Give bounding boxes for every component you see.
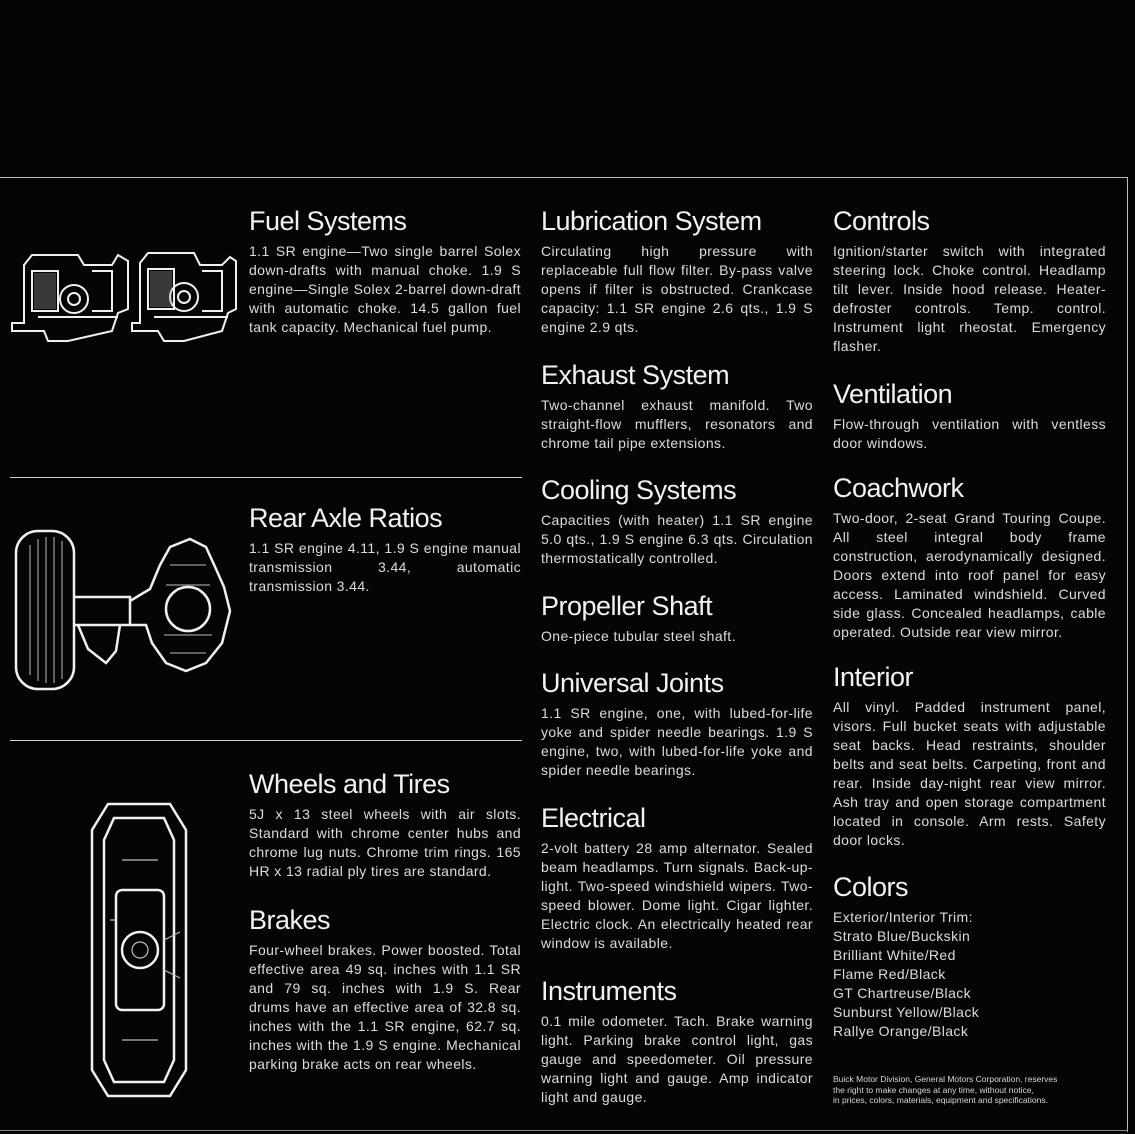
text-rear-axle-ratios: 1.1 SR engine 4.11, 1.9 S engine manual transmission 3.44, automatic transmission 3.44. [249,540,521,594]
heading-interior: Interior [833,662,914,692]
list-item: Rallye Orange/Black [833,1023,969,1039]
list-item: Brilliant White/Red [833,947,956,963]
list-item: Flame Red/Black [833,966,946,982]
section-ventilation [833,379,1106,453]
section-rear-axle-ratios [249,503,521,596]
heading-exhaust-system: Exhaust System [541,360,730,390]
text-instruments: 0.1 mile odometer. Tach. Brake warning light. Parking brake control light, gas gauge and speedometer. Oil pressure warning light and gauge. Amp indicator light and gauge. [541,1013,813,1105]
text-universal-joints: 1.1 SR engine, one, with lubed-for-life yoke and spider needle bearings. 1.9 S engine, two, with lubed-for-life yoke and spider needle bearings. [541,705,813,778]
frame-right-border [1127,177,1128,1132]
heading-ventilation: Ventilation [833,379,953,409]
list-item: Strato Blue/Buckskin [833,928,971,944]
section-coachwork [833,473,1106,642]
heading-instruments: Instruments [541,976,677,1006]
heading-fuel-systems: Fuel Systems [249,206,407,236]
heading-electrical: Electrical [541,803,646,833]
section-electrical [541,803,813,953]
text-ventilation: Flow-through ventilation with ventless door windows. [833,416,1106,451]
wheel-brake-icon [88,800,190,1100]
section-instruments [541,976,813,1107]
frame-bottom-border [0,1130,1128,1131]
heading-wheels-and-tires: Wheels and Tires [249,769,450,799]
disclaimer-line: the right to make changes at any time, without notice, [833,1084,1034,1095]
heading-propeller-shaft: Propeller Shaft [541,591,713,621]
section-colors [833,872,1106,1041]
list-item: Sunburst Yellow/Black [833,1004,980,1020]
section-fuel-systems [249,206,521,337]
divider-upper [10,477,522,478]
section-exhaust-system [541,360,813,453]
heading-cooling-systems: Cooling Systems [541,475,737,505]
disclaimer [833,1074,1113,1106]
text-interior: All vinyl. Padded instrument panel, visors. Full bucket seats with adjustable seat backs. Head restraints, shoulder belts and seat belts. Carpeting, front and rear. Inside day-night rear view mirror. Ash tray and open storage compartment located in console. Arm rests. Safety door locks. [833,699,1106,848]
section-wheels-and-tires [249,769,521,881]
section-brakes [249,905,521,1074]
section-propeller-shaft [541,591,813,646]
section-universal-joints [541,668,813,780]
heading-brakes: Brakes [249,905,331,935]
section-cooling-systems [541,475,813,568]
text-cooling-systems: Capacities (with heater) 1.1 SR engine 5.0 qts., 1.9 S engine 6.3 qts. Circulation thermostatically controlled. [541,512,813,566]
disclaimer-line: Buick Motor Division, General Motors Corporation, reserves [833,1074,1058,1084]
text-lubrication-system: Circulating high pressure with replaceable full flow filter. By-pass valve opens if filter is obstructed. Crankcase capacity: 1.1 SR engine 2.6 qts., 1.9 S engine 2.9 qts. [541,243,813,335]
colors-list [833,908,1106,1041]
list-item: Exterior/Interior Trim: [833,909,973,925]
section-controls [833,206,1106,356]
text-electrical: 2-volt battery 28 amp alternator. Sealed beam headlamps. Turn signals. Back-up-light. Two-speed windshield wipers. Two-speed blower. Dome light. Cigar lighter. Electric clock. An electrically heated rear window is available. [541,840,813,951]
heading-lubrication-system: Lubrication System [541,206,762,236]
text-exhaust-system: Two-channel exhaust manifold. Two straight-flow mufflers, resonators and chrome tail pipe extensions. [541,397,813,451]
text-brakes: Four-wheel brakes. Power boosted. Total effective area 49 sq. inches with 1.1 SR and 79 sq. inches with 1.9 S. Rear drums have an effective area of 32.8 sq. inches with the 1.1 SR engine, 62.7 sq. inches with the 1.9 S engine. Mechanical parking brake acts on rear wheels. [249,942,521,1072]
text-wheels-and-tires: 5J x 13 steel wheels with air slots. Standard with chrome center hubs and chrome lug nuts. Chrome trim rings. 165 HR x 13 radial ply tires are standard. [249,806,521,879]
text-coachwork: Two-door, 2-seat Grand Touring Coupe. All steel integral body frame construction, aerodynamically designed. Doors extend into roof panel for easy access. Laminated windshield. Curved side glass. Concealed headlamps, cable operated. Outside rear view mirror. [833,510,1106,640]
disclaimer-line: in prices, colors, materials, equipment and specifications. [833,1095,1048,1105]
text-controls: Ignition/starter switch with integrated steering lock. Choke control. Headlamp tilt lever. Inside hood release. Heater-defroster controls. Temp. control. Instrument light rheostat. Emergency flasher. [833,243,1106,354]
text-propeller-shaft: One-piece tubular steel shaft. [541,628,736,644]
heading-colors: Colors [833,872,909,902]
divider-lower [10,740,522,741]
heading-rear-axle-ratios: Rear Axle Ratios [249,503,443,533]
rear-axle-icon [10,525,242,695]
heading-coachwork: Coachwork [833,473,964,503]
heading-universal-joints: Universal Joints [541,668,724,698]
frame-top-border [0,177,1128,178]
list-item: GT Chartreuse/Black [833,985,972,1001]
section-lubrication-system [541,206,813,337]
heading-controls: Controls [833,206,930,236]
text-fuel-systems: 1.1 SR engine—Two single barrel Solex down-drafts with manual choke. 1.9 S engine—Single Solex 2-barrel down-draft with automatic choke. 14.5 gallon fuel tank capacity. Mechanical fuel pump. [249,243,521,335]
carburetor-icon [8,247,240,357]
section-interior [833,662,1106,850]
